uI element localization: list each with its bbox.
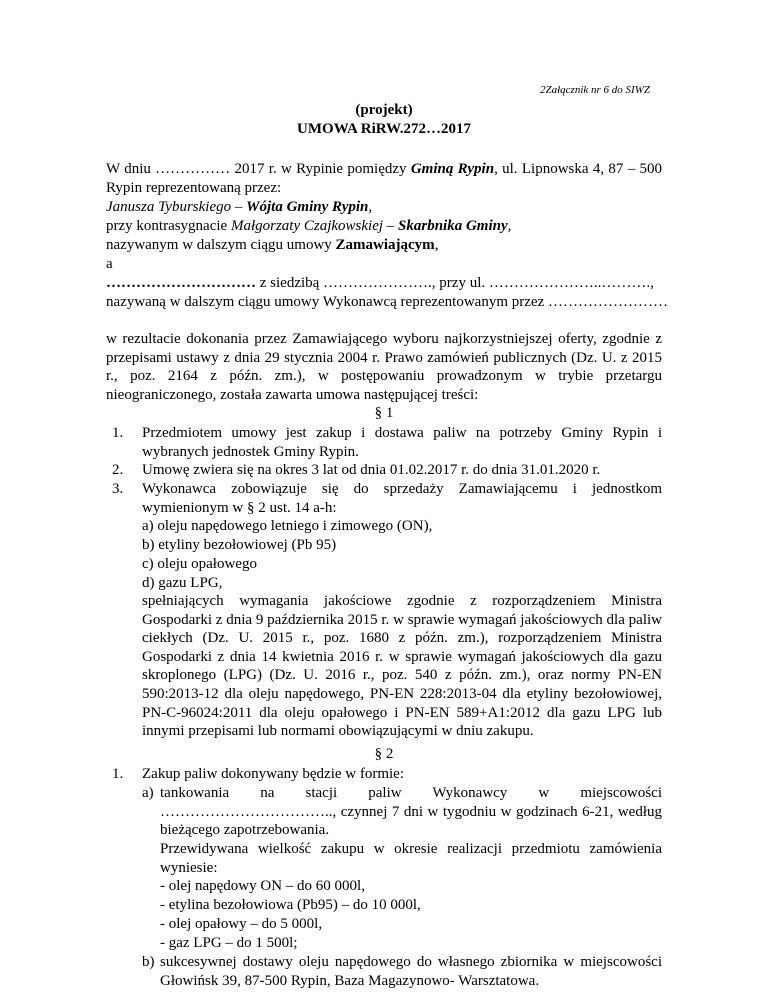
s1-item-3b: b) etyliny bezołowiowej (Pb 95): [142, 537, 337, 553]
intro-line-3: Janusza Tyburskiego – Wójta Gminy Rypin,: [106, 199, 373, 215]
s2-item-1b-label: b): [142, 954, 155, 970]
s1-item-2-number: 2.: [112, 462, 124, 478]
s1-item-3a: a) oleju napędowego letniego i zimowego (ON),: [142, 518, 433, 534]
title-contract: UMOWA RiRW.272…2017: [297, 121, 471, 137]
s2-quantity-heating-oil: - olej opałowy – do 5 000l,: [160, 916, 323, 932]
intro-line-5: nazywanym w dalszym ciągu umowy Zamawiającym,: [106, 237, 439, 253]
intro-line-8: nazywaną w dalszym ciągu umowy Wykonawcą reprezentowanym przez ……………………: [106, 294, 668, 310]
s2-item-1b: sukcesywnej dostawy oleju napędowego do własnego zbiornika w miejscowości Głowińsk 39, 87-500 Rypin, Baza Magazynowo- Warsztatowa.: [160, 954, 662, 989]
intro-line-6: a: [106, 256, 113, 272]
s1-item-1: Przedmiotem umowy jest zakup i dostawa paliw na potrzeby Gminy Rypin i wybranych jednostek Gminy Rypin.: [142, 425, 662, 460]
s1-item-3: Wykonawca zobowiązuje się do sprzedaży Zamawiającemu i jednostkom wymienionym w § 2 ust. 14 a-h:: [142, 481, 662, 516]
section-2-heading: § 2: [374, 746, 394, 762]
s1-item-2: Umowę zwiera się na okres 3 lat od dnia 01.02.2017 r. do dnia 31.01.2020 r.: [142, 462, 601, 478]
section-1-heading: § 1: [374, 405, 394, 421]
s2-quantity-lpg: - gaz LPG – do 1 500l;: [160, 935, 298, 951]
s2-quantity-pb95: - etylina bezołowiowa (Pb95) – do 10 000l,: [160, 897, 421, 913]
intro-line-7: ………………………… z siedzibą …………………., przy ul. …………………..……….,: [106, 275, 654, 291]
annex-label: 2Załącznik nr 6 do SIWZ: [540, 84, 650, 96]
s2-item-1a-forecast: Przewidywana wielkość zakupu w okresie realizacji przedmiotu zamówienia wyniesie:: [160, 841, 662, 876]
s2-item-1: Zakup paliw dokonywany będzie w formie:: [142, 766, 405, 782]
preamble: w rezultacie dokonania przez Zamawiającego wyboru najkorzystniejszej oferty, zgodnie z przepisami ustawy z dnia 29 stycznia 2004 r. Prawo zamówień publicznych (Dz. U. z 2015 r., poz. 2164 z późn. zm.), w postępowaniu prowadzonym w trybie przetargu nieograniczonego, została zawarta umowa następującej treści:: [106, 331, 662, 403]
s1-item-1-number: 1.: [112, 425, 124, 441]
s2-item-1a-label: a): [142, 785, 154, 801]
intro-line-4: przy kontrasygnacie Małgorzaty Czajkowskiej – Skarbnika Gminy,: [106, 218, 512, 234]
s2-quantity-on: - olej napędowy ON – do 60 000l,: [160, 878, 365, 894]
s1-item-3-number: 3.: [112, 481, 124, 497]
s2-item-1a: tankowania na stacji paliw Wykonawcy w miejscowości …………………………….., czynnej 7 dni w tygodniu w godzinach 6-21, według bieżącego zapotrzebowania.: [160, 785, 662, 839]
title-draft: (projekt): [355, 102, 413, 118]
s1-item-3d: d) gazu LPG,: [142, 575, 223, 591]
s2-item-1-number: 1.: [112, 766, 124, 782]
intro-line-1: W dniu …………… 2017 r. w Rypinie pomiędzy Gminą Rypin, ul. Lipnowska 4, 87 – 500: [106, 161, 663, 177]
s1-item-3c: c) oleju opałowego: [142, 556, 257, 572]
intro-line-2: Rypin reprezentowaną przez:: [106, 180, 282, 196]
s1-requirements: spełniających wymagania jakościowe zgodnie z rozporządzeniem Ministra Gospodarki z dnia 9 października 2015 r. w sprawie wymagań jakościowych dla paliw ciekłych (Dz. U. 2015 r., poz. 1680 z późn. zm.), rozporządzeniem Ministra Gospodarki z dnia 14 kwietnia 2016 r. w sprawie wymagań jakościowych dla gazu skroplonego (LPG) (Dz. U. 2016 r., poz. 540 z późn. zm.), oraz normy PN-EN 590:2013-12 dla oleju napędowego, PN-EN 228:2013-04 dla etyliny bezołowiowej, PN-C-96024:2011 dla oleju opałowego i PN-EN 589+A1:2012 dla gazu LPG lub innymi przepisami lub normami obowiązującymi w dniu zakupu.: [142, 593, 662, 740]
